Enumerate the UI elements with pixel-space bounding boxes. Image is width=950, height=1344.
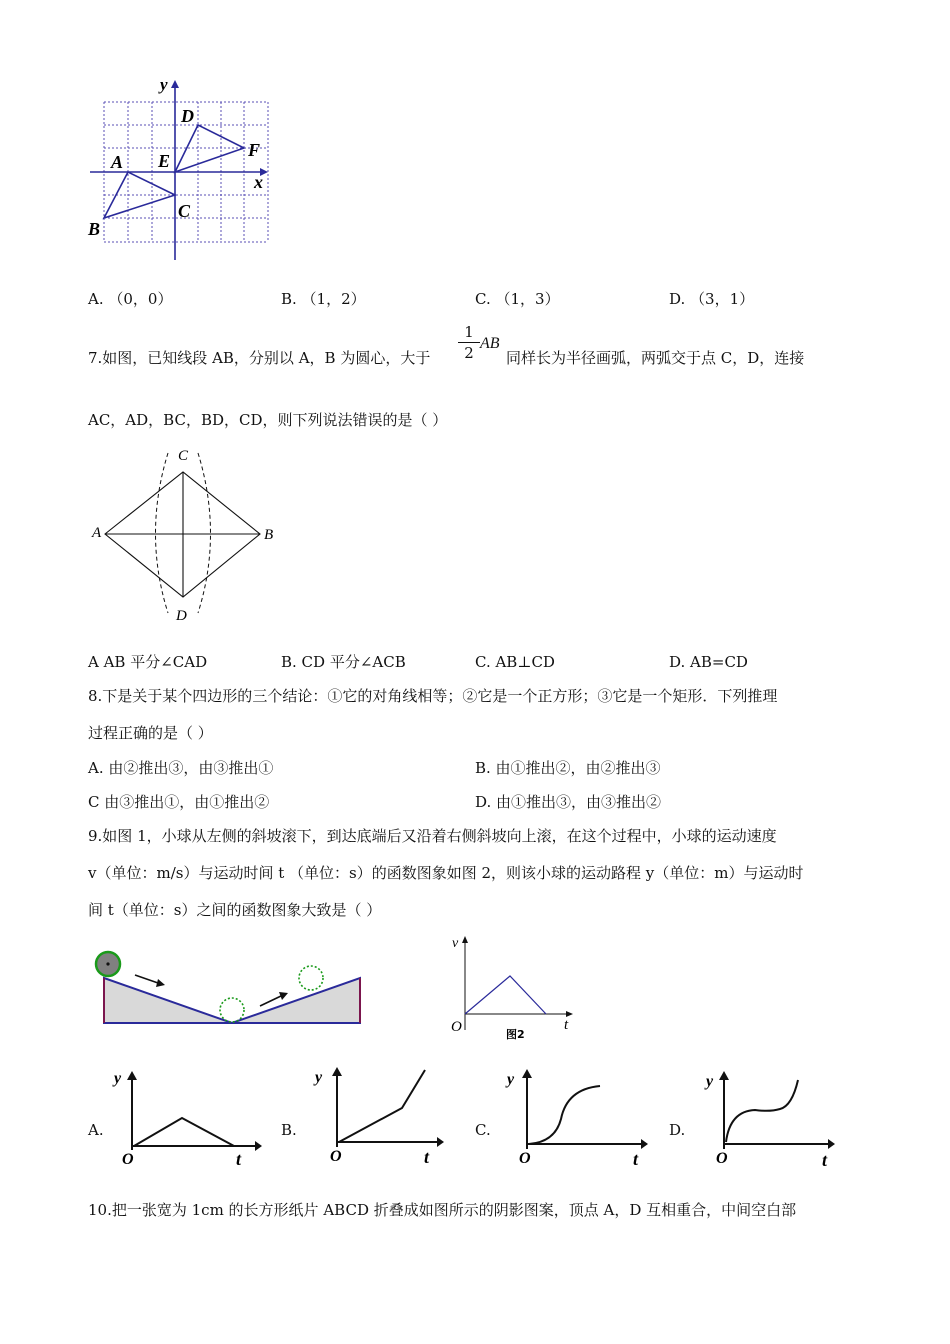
q6-option-d[interactable]: D. （3，1）	[669, 290, 755, 308]
q6-option-c[interactable]: C. （1，3）	[475, 290, 560, 308]
q9-graph-c[interactable]	[505, 1064, 655, 1169]
q6-option-a[interactable]: A. （0，0）	[88, 290, 173, 308]
svg-text:y: y	[315, 1069, 323, 1086]
q7-rhombus-figure	[88, 445, 288, 625]
svg-text:O: O	[122, 1151, 134, 1168]
q7-point-c: C	[178, 448, 189, 464]
svg-text:y: y	[114, 1070, 122, 1087]
q9-t-label: t	[564, 1017, 569, 1033]
q9-origin-label: O	[451, 1019, 462, 1035]
q9-graph-a[interactable]	[112, 1068, 262, 1168]
arrow-up-right-icon	[260, 996, 281, 1006]
q7-option-c[interactable]: C. AB⊥CD	[475, 653, 555, 671]
q9-option-b[interactable]: B.	[281, 1121, 297, 1139]
q7-point-b: B	[264, 527, 274, 543]
q8-option-b[interactable]: B. 由①推出②，由②推出③	[475, 759, 661, 777]
svg-text:y: y	[706, 1073, 714, 1090]
q7-text-after: 同样长为半径画弧，两弧交于点 C，D，连接	[506, 349, 805, 367]
q8-line2: 过程正确的是（ ）	[88, 724, 213, 742]
svg-text:y: y	[507, 1071, 515, 1088]
q6-x-label: x	[254, 172, 263, 192]
svg-text:t: t	[822, 1150, 828, 1170]
q10-line1: 10.把一张宽为 1cm 的长方形纸片 ABCD 折叠成如图所示的阴影图案，顶点 A，D 互相重合，中间空白部	[88, 1201, 797, 1219]
q7-option-b[interactable]: B. CD 平分∠ACB	[281, 653, 406, 671]
q9-slope-figure	[95, 948, 370, 1033]
q6-y-label: y	[160, 75, 168, 94]
q9-vt-graph	[448, 935, 578, 1040]
q7-fraction: $\frac{1}{2}$	[458, 322, 480, 363]
svg-text:O: O	[716, 1150, 728, 1167]
svg-text:O: O	[330, 1148, 342, 1165]
q9-graph-d[interactable]	[700, 1066, 845, 1171]
q6-point-e: E	[158, 151, 171, 171]
q9-v-label: v	[452, 936, 459, 951]
q8-option-c[interactable]: C 由③推出①，由①推出②	[88, 793, 270, 811]
q6-point-a: A	[111, 152, 124, 172]
q7-line2: AC，AD，BC，BD，CD，则下列说法错误的是（ ）	[88, 411, 448, 429]
q6-grid-figure	[80, 70, 280, 270]
arrow-down-right-icon	[135, 975, 158, 983]
q9-option-a[interactable]: A.	[88, 1121, 104, 1139]
q9-line2: v（单位：m/s）与运动时间 t （单位：s）的函数图象如图 2，则该小球的运动路程 y（单位：m）与运动时	[88, 864, 804, 882]
q7-point-a: A	[92, 525, 102, 541]
q6-point-b: B	[88, 219, 101, 239]
q6-point-c: C	[178, 201, 191, 221]
q6-point-d: D	[181, 106, 194, 126]
q9-graph-b[interactable]	[312, 1062, 462, 1167]
q7-text-before: 7.如图，已知线段 AB，分别以 A，B 为圆心，大于	[88, 349, 431, 367]
svg-text:O: O	[519, 1150, 531, 1167]
q9-option-c[interactable]: C.	[475, 1121, 491, 1139]
q6-option-b[interactable]: B. （1，2）	[281, 290, 366, 308]
q9-line3: 间 t（单位：s）之间的函数图象大致是（ ）	[88, 901, 382, 919]
q7-fraction-var: AB	[480, 335, 500, 352]
q7-option-a[interactable]: A AB 平分∠CAD	[88, 653, 208, 671]
q8-option-d[interactable]: D. 由①推出③，由③推出②	[475, 793, 662, 811]
q9-fig2-caption: 图2	[506, 1028, 525, 1041]
q8-line1: 8.下是关于某个四边形的三个结论：①它的对角线相等；②它是一个正方形；③它是一个矩形．下列推理	[88, 687, 778, 705]
q8-option-a[interactable]: A. 由②推出③，由③推出①	[88, 759, 274, 777]
q7-option-d[interactable]: D. AB=CD	[669, 653, 748, 671]
svg-text:t: t	[236, 1149, 242, 1169]
q9-line1: 9.如图 1，小球从左侧的斜坡滚下，到达底端后又沿着右侧斜坡向上滚，在这个过程中，小球的运动速度	[88, 827, 777, 845]
svg-text:t: t	[633, 1149, 639, 1169]
q9-option-d[interactable]: D.	[669, 1121, 686, 1139]
q6-point-f: F	[248, 140, 261, 160]
svg-text:t: t	[424, 1147, 430, 1167]
q7-point-d: D	[176, 608, 187, 624]
